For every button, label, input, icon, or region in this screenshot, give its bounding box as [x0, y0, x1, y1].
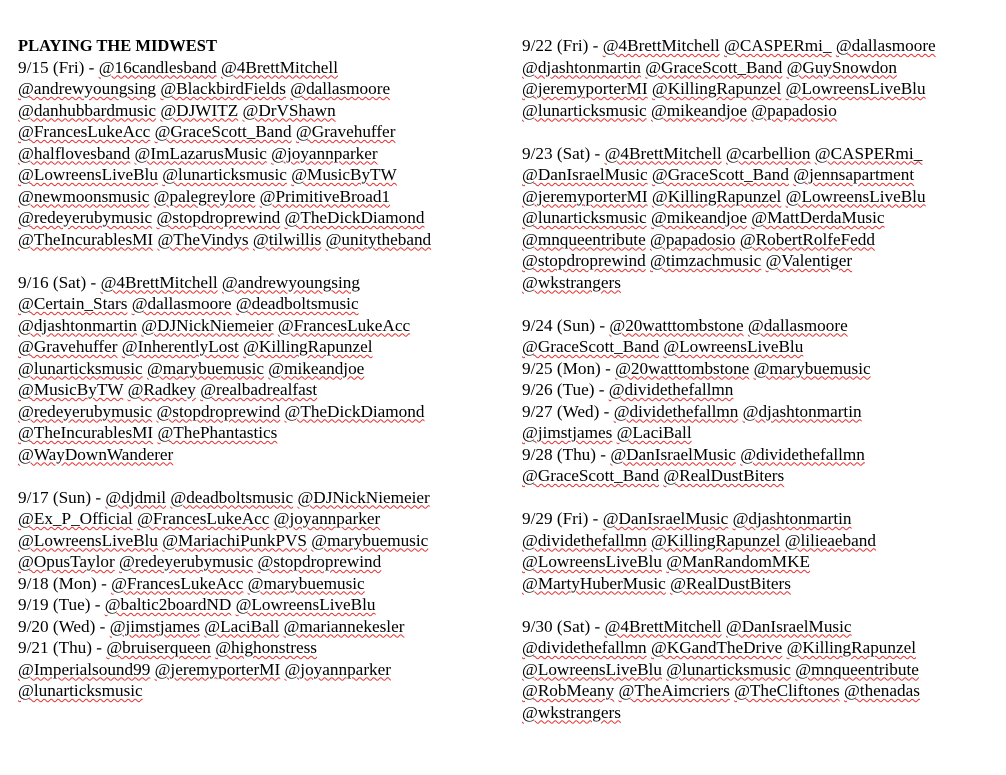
date-label: 9/20 (Wed) - — [18, 616, 110, 636]
schedule-line — [522, 315, 1002, 337]
artist-handle: @LowreensLiveBlu — [235, 595, 376, 614]
date-label: 9/18 (Mon) - — [18, 573, 112, 593]
artist-handle: @TheVindys — [157, 229, 249, 249]
artist-handle: @TheDickDiamond — [284, 401, 425, 421]
document-heading: PLAYING THE MIDWEST — [18, 36, 217, 55]
artist-handle: @GuySnowdon — [786, 57, 897, 77]
artist-handle: @realbadrealfast — [200, 380, 318, 399]
schedule-line — [18, 422, 508, 444]
artist-handle: @GraceScott_Band — [645, 57, 783, 77]
artist-handle: @deadboltsmusic — [170, 487, 294, 507]
artist-handle: @timzachmusic — [650, 251, 762, 270]
schedule-line — [522, 401, 1002, 423]
date-label: 9/15 (Fri) - — [18, 57, 99, 77]
artist-handle: @marybuemusic — [247, 573, 365, 593]
artist-handle: @djashtonmartin — [522, 57, 641, 77]
blank-line — [522, 487, 1002, 509]
schedule-line — [522, 164, 1002, 186]
schedule-line — [18, 143, 508, 165]
artist-handle: @redeyerubymusic — [119, 552, 254, 571]
artist-handle: @Radkey — [127, 380, 196, 399]
schedule-line — [522, 358, 1002, 380]
artist-handle: @andrewyoungsing — [18, 79, 157, 98]
artist-handle: @RobMeany — [522, 681, 615, 700]
artist-handle: @RealDustBiters — [663, 466, 785, 485]
artist-handle: @LowreensLiveBlu — [18, 530, 158, 550]
artist-handle: @GraceScott_Band — [522, 466, 660, 485]
date-label: 9/17 (Sun) - — [18, 487, 106, 507]
artist-handle: @jeremyporterMI — [522, 79, 648, 98]
blank-line — [18, 250, 508, 272]
schedule-line — [522, 680, 1002, 702]
artist-handle: @redeyerubymusic — [18, 401, 153, 421]
artist-handle: @ManRandomMKE — [666, 552, 811, 571]
blank-line — [522, 293, 1002, 315]
artist-handle: @WayDownWanderer — [18, 444, 174, 464]
artist-handle: @Certain_Stars — [18, 294, 128, 313]
artist-handle: @Gravehuffer — [295, 122, 396, 141]
schedule-line — [18, 530, 508, 552]
schedule-line — [522, 508, 1002, 530]
artist-handle: @DanIsraelMusic — [610, 444, 736, 464]
blank-line — [18, 465, 508, 487]
artist-handle: @lunarticksmusic — [666, 659, 791, 679]
artist-handle: @djashtonmartin — [742, 401, 862, 421]
artist-handle: @LowreensLiveBlu — [18, 165, 158, 184]
schedule-line — [522, 444, 1002, 466]
schedule-line — [18, 444, 508, 466]
artist-handle: @TheIncurablesMI — [18, 229, 154, 249]
artist-handle: @stopdroprewind — [522, 251, 646, 270]
schedule-line — [18, 401, 508, 423]
artist-handle: @LowreensLiveBlu — [785, 186, 926, 206]
artist-handle: @lilieaeband — [784, 530, 876, 550]
date-label: 9/25 (Mon) - — [522, 358, 616, 378]
schedule-line — [18, 100, 508, 122]
schedule-line — [522, 573, 1002, 595]
artist-handle: @TheDickDiamond — [284, 208, 425, 227]
artist-handle: @stopdroprewind — [257, 552, 382, 571]
schedule-line — [18, 594, 508, 616]
schedule-line — [18, 358, 508, 380]
schedule-line — [18, 272, 508, 294]
schedule-line — [18, 637, 508, 659]
artist-handle: @LowreensLiveBlu — [785, 79, 926, 98]
date-label: 9/19 (Tue) - — [18, 595, 105, 614]
artist-handle: @wkstrangers — [522, 272, 621, 292]
artist-handle: @16candlesband — [98, 57, 217, 77]
artist-handle: @jennsapartment — [793, 165, 915, 184]
schedule-line — [18, 508, 508, 530]
schedule-line — [522, 250, 1002, 272]
artist-handle: @stopdroprewind — [156, 401, 281, 421]
artist-handle: @4BrettMitchell — [602, 36, 720, 55]
schedule-line — [18, 207, 508, 229]
artist-handle: @OpusTaylor — [18, 552, 115, 571]
artist-handle: @mnqueentribute — [522, 229, 646, 249]
schedule-line — [522, 186, 1002, 208]
schedule-line — [18, 487, 508, 509]
schedule-line — [18, 164, 508, 186]
schedule-line — [522, 637, 1002, 659]
artist-handle: @tilwillis — [252, 229, 322, 249]
schedule-line — [18, 336, 508, 358]
artist-handle: @dividethefallmn — [740, 444, 865, 464]
artist-handle: @KGandTheDrive — [650, 638, 783, 657]
artist-handle: @highonstress — [215, 638, 317, 657]
artist-handle: @MartyHuberMusic — [522, 573, 666, 593]
artist-handle: @CASPERmi_ — [724, 36, 832, 55]
date-label: 9/16 (Sat) - — [18, 272, 101, 292]
schedule-line — [522, 551, 1002, 573]
artist-handle: @palegreylore — [153, 186, 256, 206]
date-label: 9/23 (Sat) - — [522, 143, 605, 163]
artist-handle: @TheCliftones — [734, 681, 840, 700]
schedule-line — [522, 616, 1002, 638]
artist-handle: @Valentiger — [765, 251, 853, 270]
artist-handle: @CASPERmi_ — [814, 143, 923, 163]
schedule-line — [18, 551, 508, 573]
artist-handle: @FrancesLukeAcc — [18, 122, 151, 141]
artist-handle: @dallasmoore — [747, 315, 848, 335]
artist-handle: @KillingRapunzel — [651, 186, 782, 206]
artist-handle: @lunarticksmusic — [18, 681, 143, 700]
artist-handle: @marybuemusic — [311, 530, 429, 550]
artist-handle: @marybuemusic — [753, 358, 871, 378]
artist-handle: @mikeandjoe — [650, 208, 747, 227]
artist-handle: @Imperialsound99 — [18, 659, 151, 679]
artist-handle: @ImLazarusMusic — [134, 143, 267, 163]
artist-handle: @dividethefallmn — [608, 380, 734, 399]
artist-handle: @Gravehuffer — [18, 337, 118, 356]
artist-handle: @dallasmoore — [835, 36, 936, 55]
schedule-line — [18, 186, 508, 208]
artist-handle: @KillingRapunzel — [786, 638, 917, 657]
artist-handle: @DrVShawn — [242, 100, 336, 120]
artist-handle: @4BrettMitchell — [604, 143, 722, 163]
artist-handle: @FrancesLukeAcc — [277, 315, 411, 335]
date-label: 9/26 (Tue) - — [522, 380, 609, 399]
artist-handle: @dividethefallmn — [522, 638, 647, 657]
artist-handle: @Ex_P_Official — [18, 509, 133, 528]
artist-handle: @jeremyporterMI — [522, 186, 648, 206]
artist-handle: @FrancesLukeAcc — [111, 573, 244, 593]
artist-handle: @joyannparker — [284, 659, 391, 679]
artist-handle: @jimstjames — [109, 616, 200, 636]
artist-handle: @dividethefallmn — [522, 530, 647, 550]
schedule-line — [522, 422, 1002, 444]
artist-handle: @4BrettMitchell — [100, 272, 218, 292]
schedule-line — [522, 35, 1002, 57]
artist-handle: @PrimitiveBroad1 — [259, 186, 391, 206]
date-label: 9/29 (Fri) - — [522, 509, 603, 528]
schedule-line — [18, 293, 508, 315]
schedule-line — [18, 229, 508, 251]
date-label: 9/22 (Fri) - — [522, 36, 603, 55]
artist-handle: @dallasmoore — [290, 79, 391, 98]
schedule-line — [522, 100, 1002, 122]
artist-handle: @mnqueentribute — [795, 659, 919, 679]
artist-handle: @mikeandjoe — [268, 358, 365, 378]
artist-handle: @mariannekesler — [283, 616, 405, 636]
schedule-line — [522, 702, 1002, 724]
date-label: 9/24 (Sun) - — [522, 315, 610, 335]
artist-handle: @bruiserqueen — [106, 638, 211, 657]
artist-handle: @baltic2boardND — [104, 595, 232, 614]
schedule-line — [522, 57, 1002, 79]
artist-handle: @KillingRapunzel — [243, 337, 373, 356]
date-label: 9/28 (Thu) - — [522, 444, 611, 464]
artist-handle: @lunarticksmusic — [522, 100, 647, 120]
artist-handle: @lunarticksmusic — [18, 358, 143, 378]
artist-handle: @marybuemusic — [146, 358, 264, 378]
schedule-line — [18, 680, 508, 702]
artist-handle: @RealDustBiters — [670, 573, 791, 593]
blank-line — [522, 121, 1002, 143]
artist-handle: @DJWITZ — [160, 100, 239, 120]
schedule-line — [522, 229, 1002, 251]
artist-handle: @ThePhantastics — [157, 423, 278, 442]
artist-handle: @GraceScott_Band — [154, 122, 292, 141]
artist-handle: @joyannparker — [273, 509, 381, 528]
artist-handle: @djdmil — [105, 487, 167, 507]
artist-handle: @LowreensLiveBlu — [663, 337, 804, 356]
artist-handle: @20watttombstone — [609, 315, 744, 335]
schedule-line — [18, 121, 508, 143]
artist-handle: @GraceScott_Band — [522, 337, 660, 356]
artist-handle: @djashtonmartin — [732, 509, 852, 528]
artist-handle: @lunarticksmusic — [522, 208, 647, 227]
artist-handle: @LowreensLiveBlu — [522, 552, 662, 571]
artist-handle: @MusicByTW — [291, 165, 397, 184]
artist-handle: @DanIsraelMusic — [522, 165, 648, 184]
blank-line — [522, 594, 1002, 616]
schedule-line — [522, 143, 1002, 165]
schedule-line — [18, 616, 508, 638]
artist-handle: @TheAimcriers — [618, 681, 730, 700]
artist-handle: @stopdroprewind — [156, 208, 281, 227]
artist-handle: @newmoonsmusic — [18, 186, 150, 206]
date-label: 9/27 (Wed) - — [522, 401, 614, 421]
date-label: 9/30 (Sat) - — [522, 616, 605, 636]
schedule-line — [522, 78, 1002, 100]
schedule-line — [18, 57, 508, 79]
artist-handle: @mikeandjoe — [650, 100, 747, 120]
schedule-line — [522, 336, 1002, 358]
artist-handle: @TheIncurablesMI — [18, 423, 154, 442]
artist-handle: @LaciBall — [616, 423, 692, 442]
artist-handle: @jimstjames — [522, 423, 613, 442]
schedule-line — [522, 530, 1002, 552]
schedule-line — [522, 659, 1002, 681]
schedule-line — [522, 465, 1002, 487]
artist-handle: @4BrettMitchell — [604, 616, 722, 636]
artist-handle: @carbellion — [725, 143, 811, 163]
artist-handle: @4BrettMitchell — [220, 57, 338, 77]
artist-handle: @DanIsraelMusic — [602, 509, 729, 528]
artist-handle: @dallasmoore — [131, 294, 232, 313]
artist-handle: @DJNickNiemeier — [297, 487, 430, 507]
artist-handle: @RobertRolfeFedd — [739, 229, 875, 249]
artist-handle: @joyannparker — [271, 143, 378, 163]
artist-handle: @BlackbirdFields — [160, 79, 286, 98]
artist-handle: @papadosio — [650, 229, 736, 249]
artist-handle: @lunarticksmusic — [162, 165, 287, 184]
schedule-line — [522, 207, 1002, 229]
artist-handle: @unitytheband — [325, 229, 432, 249]
schedule-line — [18, 573, 508, 595]
artist-handle: @djashtonmartin — [18, 315, 137, 335]
artist-handle: @DanIsraelMusic — [725, 616, 852, 636]
artist-handle: @MusicByTW — [18, 380, 124, 399]
artist-handle: @MariachiPunkPVS — [162, 530, 307, 550]
artist-handle: @LaciBall — [204, 616, 280, 636]
schedule-line — [18, 315, 508, 337]
artist-handle: @dividethefallmn — [613, 401, 739, 421]
schedule-line — [18, 78, 508, 100]
artist-handle: @20watttombstone — [615, 358, 750, 378]
artist-handle: @deadboltsmusic — [235, 294, 359, 313]
artist-handle: @FrancesLukeAcc — [137, 509, 270, 528]
schedule-line — [18, 379, 508, 401]
right-column — [522, 35, 1002, 723]
artist-handle: @danhubbardmusic — [18, 100, 157, 120]
artist-handle: @papadosio — [751, 100, 837, 120]
schedule-line — [18, 659, 508, 681]
artist-handle: @GraceScott_Band — [651, 165, 789, 184]
date-label: 9/21 (Thu) - — [18, 638, 107, 657]
artist-handle: @KillingRapunzel — [650, 530, 781, 550]
artist-handle: @DJNickNiemeier — [141, 315, 274, 335]
artist-handle: @InherentlyLost — [121, 337, 239, 356]
artist-handle: @thenadas — [843, 681, 920, 700]
artist-handle: @wkstrangers — [522, 702, 621, 722]
artist-handle: @halflovesband — [18, 143, 131, 163]
artist-handle: @andrewyoungsing — [221, 272, 360, 292]
artist-handle: @LowreensLiveBlu — [522, 659, 662, 679]
left-column — [18, 35, 508, 702]
artist-handle: @jeremyporterMI — [154, 659, 281, 679]
schedule-line — [522, 379, 1002, 401]
artist-handle: @redeyerubymusic — [18, 208, 153, 227]
artist-handle: @KillingRapunzel — [651, 79, 782, 98]
artist-handle: @MattDerdaMusic — [751, 208, 885, 227]
schedule-line — [522, 272, 1002, 294]
